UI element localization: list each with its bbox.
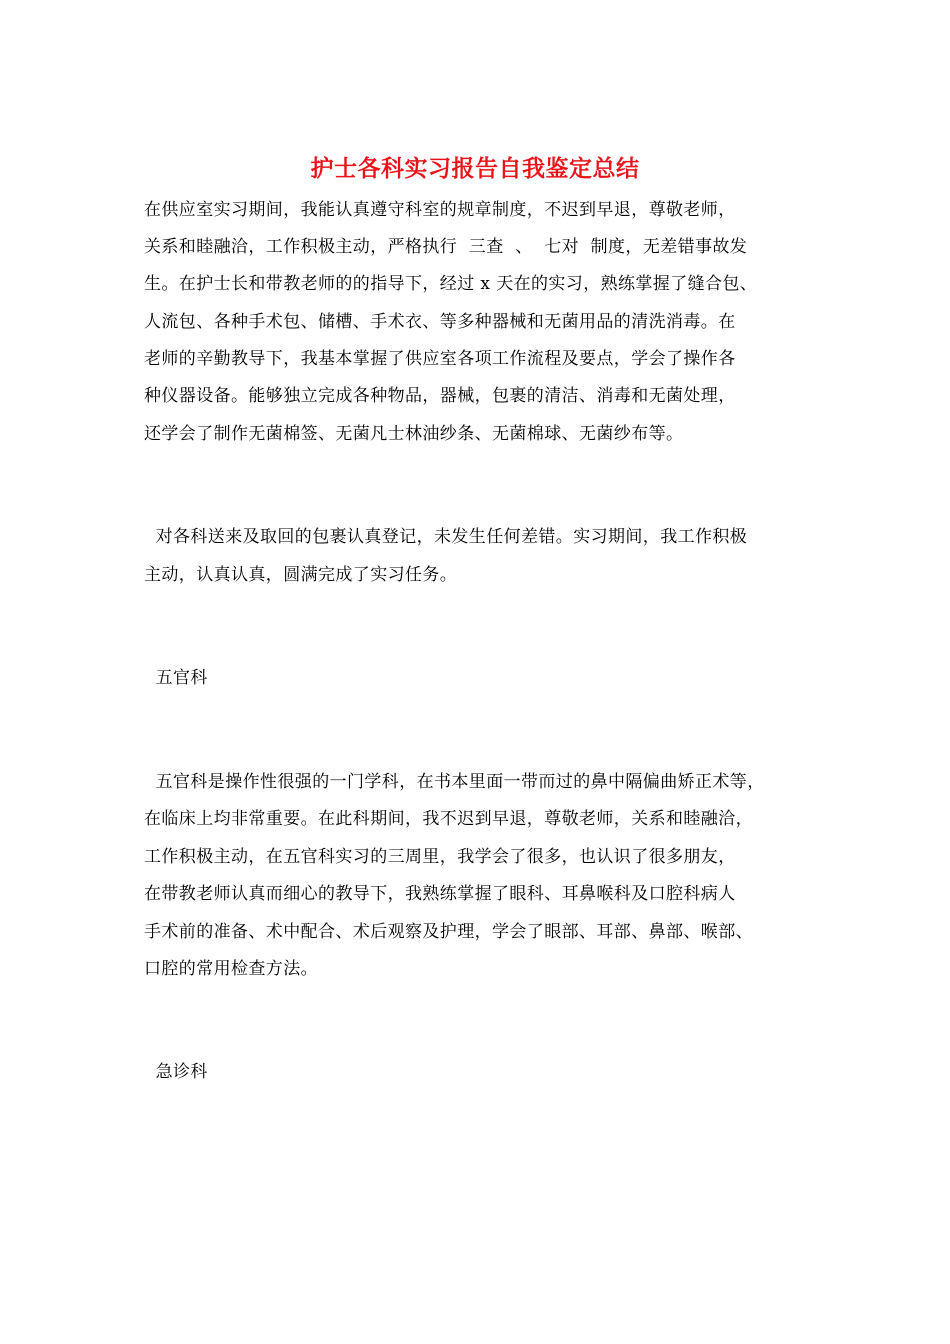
paragraph-3-line-4: 在带教老师认真而细心的教导下，我熟练掌握了眼科、耳鼻喉科及口腔科病人	[144, 884, 736, 904]
paragraph-3-line-6: 口腔的常用检查方法。	[144, 959, 318, 979]
paragraph-1-line-3: 生。在护士长和带教老师的的指导下，经过 x 天在的实习，熟练掌握了缝合包、	[144, 274, 758, 294]
paragraph-3-line-1: 五官科是操作性很强的一门学科，在书本里面一带而过的鼻中隔偏曲矫正术等，	[144, 772, 765, 792]
paragraph-3-line-2: 在临床上均非常重要。在此科期间，我不迟到早退，尊敬老师，关系和睦融洽，	[144, 809, 753, 829]
section-heading-ent: 五官科	[144, 668, 208, 688]
paragraph-1-line-6: 种仪器设备。能够独立完成各种物品，器械，包裹的清洁、消毒和无菌处理，	[144, 386, 736, 406]
paragraph-1-line-5: 老师的辛勤教导下，我基本掌握了供应室各项工作流程及要点，学会了操作各	[144, 349, 736, 369]
paragraph-1-line-7: 还学会了制作无菌棉签、无菌凡士林油纱条、无菌棉球、无菌纱布等。	[144, 424, 684, 444]
paragraph-2-line-2: 主动，认真认真，圆满完成了实习任务。	[144, 565, 458, 585]
section-heading-emergency: 急诊科	[144, 1062, 208, 1082]
paragraph-1-line-2: 关系和睦融洽，工作积极主动，严格执行 三查 、 七对 制度，无差错事故发	[144, 237, 748, 257]
paragraph-3-line-3: 工作积极主动，在五官科实习的三周里，我学会了很多，也认识了很多朋友，	[144, 847, 736, 867]
paragraph-1-line-4: 人流包、各种手术包、储槽、手术衣、等多种器械和无菌用品的清洗消毒。在	[144, 312, 736, 332]
paragraph-1-line-1: 在供应室实习期间，我能认真遵守科室的规章制度，不迟到早退，尊敬老师，	[144, 200, 736, 220]
paragraph-2-line-1: 对各科送来及取回的包裹认真登记，未发生任何差错。实习期间，我工作积极	[144, 527, 748, 547]
paragraph-3-line-5: 手术前的准备、术中配合、术后观察及护理，学会了眼部、耳部、鼻部、喉部、	[144, 922, 753, 942]
document-title: 护士各科实习报告自我鉴定总结	[310, 156, 640, 182]
